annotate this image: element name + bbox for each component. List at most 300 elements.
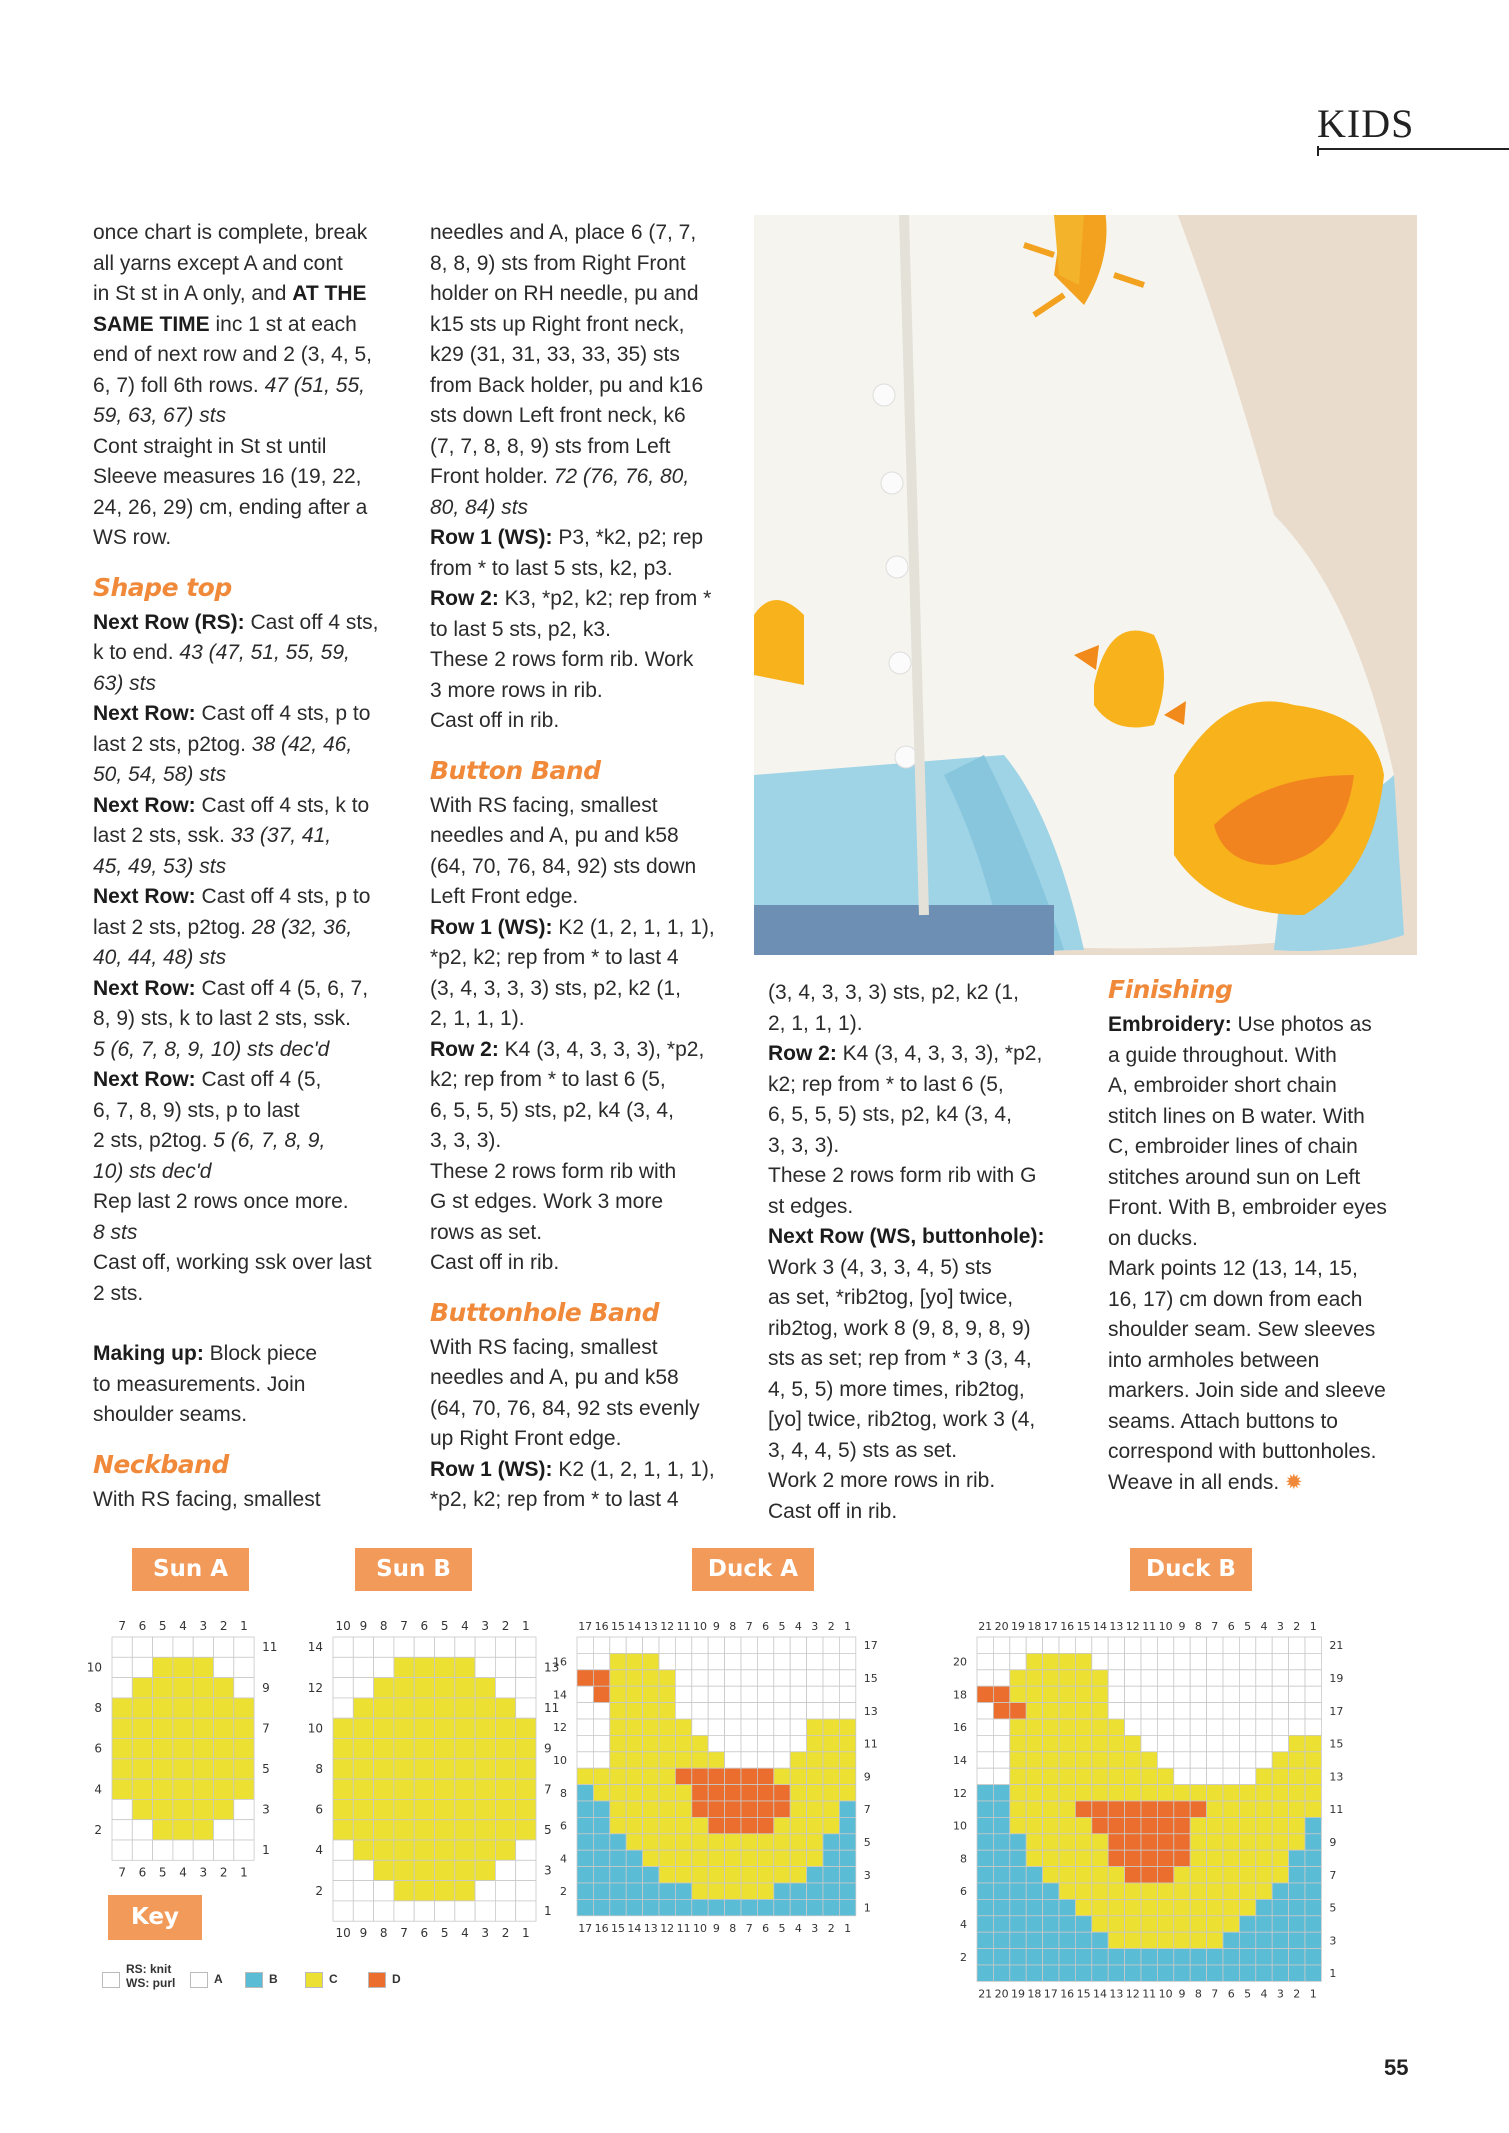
chart-cell — [1305, 1949, 1321, 1965]
column-number: 6 — [762, 1921, 770, 1935]
chart-cell — [708, 1653, 724, 1669]
chart-cell — [414, 1718, 434, 1738]
row-number: 17 — [1329, 1704, 1344, 1718]
chart-cell — [774, 1637, 790, 1653]
chart-cell — [708, 1752, 724, 1768]
chart-cell — [1239, 1637, 1255, 1653]
chart-cell — [626, 1768, 642, 1784]
chart-cell — [1272, 1850, 1288, 1866]
text-span: 3 more rows in rib. — [430, 678, 603, 702]
chart-cell — [495, 1799, 515, 1819]
chart-cell — [593, 1703, 609, 1719]
chart-cell — [741, 1735, 757, 1751]
text-line — [1108, 1224, 1418, 1255]
column-number: 5 — [778, 1921, 786, 1935]
chart-cell — [1059, 1670, 1075, 1686]
section-heading: Shape top — [93, 572, 232, 602]
row-number: 9 — [262, 1680, 270, 1695]
row-number: 18 — [953, 1688, 967, 1702]
chart-cell — [643, 1883, 659, 1899]
chart-cell — [1059, 1867, 1075, 1883]
chart-cell — [1010, 1932, 1026, 1948]
chart-cell — [626, 1752, 642, 1768]
text-line — [1108, 1346, 1418, 1377]
chart-cell — [807, 1768, 823, 1784]
chart-cell — [1256, 1735, 1272, 1751]
chart-cell — [1207, 1719, 1223, 1735]
chart-cell — [1043, 1686, 1059, 1702]
chart-cell — [1272, 1703, 1288, 1719]
chart-cell — [790, 1834, 806, 1850]
text-span: shoulder seams. — [93, 1403, 248, 1426]
text-span: 6, 5, 5, 5) sts, p2, k4 (3, 4, — [768, 1103, 1012, 1126]
chart-cell — [132, 1637, 152, 1657]
column-number: 20 — [994, 1620, 1009, 1633]
chart-cell — [725, 1653, 741, 1669]
chart-cell — [1125, 1850, 1141, 1866]
chart-cell — [839, 1752, 855, 1768]
chart-cell — [1026, 1899, 1042, 1915]
text-line — [1108, 1407, 1418, 1438]
row-number: 5 — [1329, 1901, 1337, 1915]
chart-title-duck-b: Duck B — [1130, 1548, 1252, 1591]
chart-cell — [1239, 1932, 1255, 1948]
bold-term: Row 1 (WS): — [430, 915, 553, 939]
chart-cell — [214, 1678, 234, 1698]
chart-cell — [1075, 1817, 1091, 1833]
chart-cell — [610, 1817, 626, 1833]
chart-cell — [1239, 1850, 1255, 1866]
chart-cell — [1075, 1867, 1091, 1883]
chart-cell — [333, 1820, 353, 1840]
text-span: Cast off 4 sts, p to — [195, 885, 371, 908]
chart-cell — [659, 1735, 675, 1751]
chart-cell — [1059, 1752, 1075, 1768]
chart-cell — [725, 1899, 741, 1915]
row-number: 7 — [863, 1803, 871, 1817]
text-span: Mark points 12 (13, 14, 15, — [1108, 1257, 1358, 1280]
text-line — [768, 1344, 1083, 1375]
chart-cell — [1174, 1883, 1190, 1899]
chart-cell — [807, 1670, 823, 1686]
section-heading: Finishing — [1108, 975, 1233, 1004]
chart-cell — [435, 1637, 455, 1657]
chart-cell — [1108, 1834, 1124, 1850]
chart-cell — [675, 1817, 691, 1833]
text-line — [93, 699, 403, 730]
chart-cell — [153, 1718, 173, 1738]
row-number: 20 — [953, 1655, 967, 1669]
column-number: 9 — [1178, 1620, 1186, 1633]
chart-cell — [626, 1670, 642, 1686]
column-number: 2 — [219, 1865, 228, 1880]
column-number: 6 — [420, 1926, 429, 1941]
text-span: These 2 rows form rib with — [430, 1159, 677, 1183]
chart-cell — [1092, 1949, 1108, 1965]
chart-cell — [132, 1799, 152, 1819]
key-title: Key — [108, 1895, 202, 1940]
chart-cell — [1239, 1916, 1255, 1932]
chart-cell — [757, 1719, 773, 1735]
chart-cell — [593, 1735, 609, 1751]
chart-cell — [1157, 1867, 1173, 1883]
row-number: 2 — [315, 1883, 323, 1898]
chart-cell — [193, 1637, 213, 1657]
chart-cell — [626, 1817, 642, 1833]
chart-cell — [708, 1883, 724, 1899]
chart-cell — [1026, 1703, 1042, 1719]
end-mark-icon: ✹ — [1285, 1470, 1303, 1494]
text-line — [430, 462, 745, 493]
chart-cell — [394, 1799, 414, 1819]
chart-cell — [593, 1686, 609, 1702]
chart-cell — [516, 1779, 536, 1799]
chart-cell — [659, 1834, 675, 1850]
chart-cell — [1207, 1653, 1223, 1669]
text-column-2 — [430, 218, 745, 1516]
row-number: 4 — [560, 1852, 567, 1866]
chart-cell — [353, 1881, 373, 1901]
chart-sun-a — [87, 1619, 278, 1879]
chart-cell — [132, 1779, 152, 1799]
chart-cell — [790, 1703, 806, 1719]
chart-cell — [807, 1834, 823, 1850]
row-number: 10 — [307, 1721, 323, 1736]
column-number: 16 — [594, 1620, 609, 1633]
chart-cell — [626, 1899, 642, 1915]
chart-cell — [839, 1719, 855, 1735]
chart-cell — [1141, 1817, 1157, 1833]
column-number: 7 — [118, 1619, 126, 1633]
chart-cell — [1305, 1768, 1321, 1784]
chart-cell — [1157, 1637, 1173, 1653]
chart-cell — [1092, 1719, 1108, 1735]
column-number: 4 — [1260, 1620, 1268, 1633]
chart-cell — [1059, 1768, 1075, 1784]
chart-cell — [1272, 1932, 1288, 1948]
chart-cell — [1075, 1637, 1091, 1653]
chart-cell — [659, 1785, 675, 1801]
chart-cell — [807, 1653, 823, 1669]
text-span: K4 (3, 4, 3, 3, 3), *p2, — [498, 1037, 705, 1061]
chart-cell — [993, 1817, 1009, 1833]
chart-cell — [1026, 1735, 1042, 1751]
chart-cell — [643, 1867, 659, 1883]
chart-cell — [414, 1657, 434, 1677]
chart-cell — [977, 1703, 993, 1719]
chart-cell — [610, 1899, 626, 1915]
chart-cell — [1174, 1867, 1190, 1883]
sweater-photo — [754, 215, 1417, 955]
row-number: 15 — [1329, 1737, 1344, 1751]
text-line — [430, 554, 745, 585]
chart-cell — [823, 1850, 839, 1866]
column-number: 21 — [978, 1620, 993, 1633]
column-number: 7 — [745, 1620, 753, 1633]
chart-cell — [610, 1719, 626, 1735]
chart-cell — [1190, 1899, 1206, 1915]
chart-cell — [1092, 1867, 1108, 1883]
chart-cell — [1289, 1883, 1305, 1899]
text-span: Front. With B, embroider eyes — [1108, 1196, 1387, 1219]
row-number: 1 — [544, 1904, 552, 1919]
bold-term: Next Row: — [93, 702, 196, 725]
chart-cell — [708, 1670, 724, 1686]
bold-term: Next Row (WS, buttonhole): — [768, 1225, 1045, 1248]
column-number: 17 — [578, 1921, 593, 1935]
chart-cell — [577, 1637, 593, 1653]
text-span: Rep last 2 rows once more. — [93, 1190, 349, 1213]
chart-cell — [495, 1901, 515, 1921]
chart-cell — [839, 1686, 855, 1702]
chart-cell — [1059, 1785, 1075, 1801]
chart-cell — [790, 1817, 806, 1833]
chart-cell — [173, 1840, 193, 1860]
chart-cell — [214, 1739, 234, 1759]
key-label-line: RS: knit — [126, 1962, 172, 1976]
text-span: k2; rep from * to last 6 (5, — [768, 1072, 1004, 1096]
chart-cell — [333, 1901, 353, 1921]
chart-cell — [193, 1718, 213, 1738]
text-span: 28 (32, 36, — [251, 915, 353, 939]
text-line — [430, 676, 745, 707]
chart-cell — [1305, 1883, 1321, 1899]
column-number: 6 — [762, 1620, 770, 1633]
chart-cell — [1289, 1703, 1305, 1719]
chart-cell — [1125, 1801, 1141, 1817]
row-number: 11 — [262, 1640, 278, 1655]
text-span: 8, 8, 9) sts from Right Front — [430, 251, 686, 275]
chart-cell — [610, 1686, 626, 1702]
chart-cell — [708, 1899, 724, 1915]
chart-cell — [1010, 1703, 1026, 1719]
column-number: 7 — [400, 1619, 408, 1633]
text-line — [768, 1070, 1083, 1101]
text-line — [430, 1035, 745, 1066]
text-line — [430, 706, 745, 737]
text-line — [93, 462, 403, 493]
bold-term: Row 2: — [768, 1042, 837, 1065]
text-line — [430, 249, 745, 280]
chart-cell — [1223, 1916, 1239, 1932]
text-span: Work 2 more rows in rib. — [768, 1469, 996, 1492]
chart-cell — [1125, 1949, 1141, 1965]
chart-cell — [1010, 1719, 1026, 1735]
text-line — [93, 279, 403, 310]
chart-cell — [1010, 1817, 1026, 1833]
chart-cell — [1108, 1637, 1124, 1653]
chart-cell — [1223, 1932, 1239, 1948]
key-swatch — [102, 1972, 120, 1988]
row-number: 19 — [1329, 1672, 1344, 1685]
chart-cell — [708, 1637, 724, 1653]
column-number: 16 — [1060, 1620, 1075, 1633]
chart-cell — [516, 1799, 536, 1819]
chart-cell — [790, 1785, 806, 1801]
chart-cell — [675, 1752, 691, 1768]
text-span: last 2 sts, ssk. — [93, 824, 231, 847]
chart-cell — [1207, 1735, 1223, 1751]
chart-cell — [1157, 1801, 1173, 1817]
chart-cell — [993, 1899, 1009, 1915]
chart-cell — [394, 1840, 414, 1860]
chart-cell — [1190, 1719, 1206, 1735]
chart-cell — [823, 1817, 839, 1833]
chart-cell — [234, 1637, 254, 1657]
chart-cell — [977, 1801, 993, 1817]
chart-cell — [977, 1899, 993, 1915]
chart-cell — [394, 1779, 414, 1799]
chart-cell — [626, 1867, 642, 1883]
chart-cell — [394, 1657, 414, 1677]
chart-cell — [1108, 1817, 1124, 1833]
chart-cell — [1239, 1883, 1255, 1899]
chart-cell — [1043, 1883, 1059, 1899]
text-span: rib2tog, work 8 (9, 8, 9, 8, 9) — [768, 1316, 1031, 1340]
column-number: 9 — [359, 1926, 368, 1941]
chart-cell — [193, 1678, 213, 1698]
chart-cell — [455, 1759, 475, 1779]
text-span: Cast off, working ssk over last — [93, 1251, 372, 1274]
chart-cell — [374, 1840, 394, 1860]
chart-cell — [475, 1759, 495, 1779]
chart-duck-a — [553, 1620, 878, 1935]
chart-cell — [173, 1799, 193, 1819]
chart-cell — [455, 1657, 475, 1677]
chart-cell — [708, 1867, 724, 1883]
chart-cell — [1075, 1735, 1091, 1751]
column-number: 2 — [827, 1921, 835, 1935]
chart-cell — [234, 1840, 254, 1860]
chart-cell — [1125, 1735, 1141, 1751]
chart-cell — [495, 1881, 515, 1901]
chart-cell — [1092, 1785, 1108, 1801]
chart-cell — [1125, 1932, 1141, 1948]
chart-cell — [435, 1901, 455, 1921]
chart-cell — [1043, 1768, 1059, 1784]
column-number: 10 — [335, 1619, 351, 1633]
chart-cell — [1157, 1932, 1173, 1948]
chart-cell — [193, 1759, 213, 1779]
chart-cell — [414, 1881, 434, 1901]
column-number: 2 — [501, 1926, 510, 1941]
text-span: k to end. — [93, 641, 180, 664]
chart-cell — [659, 1883, 675, 1899]
chart-cell — [610, 1735, 626, 1751]
chart-cell — [839, 1637, 855, 1653]
chart-cell — [1174, 1768, 1190, 1784]
text-span: from * to last 5 sts, k2, p3. — [430, 556, 673, 580]
chart-cell — [807, 1703, 823, 1719]
chart-cell — [774, 1719, 790, 1735]
text-span: sts as set; rep from * 3 (3, 4, — [768, 1347, 1032, 1370]
chart-cell — [1026, 1883, 1042, 1899]
chart-cell — [1026, 1867, 1042, 1883]
chart-cell — [823, 1785, 839, 1801]
key-label — [126, 1962, 175, 1990]
chart-cell — [1010, 1949, 1026, 1965]
chart-cell — [1239, 1735, 1255, 1751]
chart-cell — [234, 1678, 254, 1698]
chart-cell — [112, 1739, 132, 1759]
chart-cell — [823, 1719, 839, 1735]
row-number: 6 — [960, 1885, 967, 1899]
chart-cell — [1207, 1686, 1223, 1702]
chart-cell — [593, 1768, 609, 1784]
column-number: 11 — [676, 1921, 691, 1935]
text-span: 45, 49, 53) sts — [93, 854, 227, 878]
chart-cell — [659, 1719, 675, 1735]
chart-cell — [1125, 1899, 1141, 1915]
chart-cell — [675, 1867, 691, 1883]
chart-cell — [1125, 1703, 1141, 1719]
chart-cell — [1289, 1932, 1305, 1948]
chart-sun-b — [308, 1619, 560, 1940]
text-span: 43 (47, 51, 55, 59, — [179, 641, 350, 664]
text-span: 4, 5, 5) more times, rib2tog, — [768, 1377, 1025, 1401]
chart-cell — [1043, 1735, 1059, 1751]
chart-cell — [993, 1785, 1009, 1801]
text-span: Cast off in rib. — [430, 709, 560, 732]
column-number: 11 — [1142, 1987, 1157, 2001]
text-span: k2; rep from * to last 6 (5, — [430, 1068, 666, 1091]
text-span: K2 (1, 2, 1, 1, 1), — [552, 1457, 715, 1481]
text-span: a guide throughout. With — [1108, 1043, 1337, 1067]
chart-cell — [774, 1883, 790, 1899]
chart-cell — [741, 1899, 757, 1915]
chart-cell — [435, 1860, 455, 1880]
chart-cell — [495, 1698, 515, 1718]
row-number: 2 — [560, 1885, 567, 1899]
chart-cell — [757, 1817, 773, 1833]
chart-cell — [1239, 1817, 1255, 1833]
text-line — [93, 523, 403, 554]
chart-cell — [1026, 1949, 1042, 1965]
chart-cell — [495, 1637, 515, 1657]
chart-cell — [757, 1752, 773, 1768]
chart-cell — [1289, 1719, 1305, 1735]
column-number: 3 — [1276, 1987, 1284, 2001]
column-number: 12 — [660, 1921, 675, 1935]
column-number: 16 — [594, 1921, 609, 1935]
chart-cell — [1305, 1932, 1321, 1948]
chart-cell — [593, 1899, 609, 1915]
chart-cell — [414, 1779, 434, 1799]
chart-cell — [643, 1637, 659, 1653]
chart-cell — [643, 1768, 659, 1784]
chart-cell — [1305, 1817, 1321, 1833]
chart-cell — [1125, 1686, 1141, 1702]
column-number: 13 — [1109, 1620, 1124, 1633]
chart-cell — [643, 1752, 659, 1768]
chart-cell — [643, 1834, 659, 1850]
text-span: 6, 7) foll 6th rows. — [93, 373, 265, 397]
column-number: 6 — [420, 1619, 429, 1633]
chart-cell — [1239, 1785, 1255, 1801]
chart-cell — [1125, 1637, 1141, 1653]
text-line — [1108, 1041, 1418, 1072]
chart-cell — [692, 1817, 708, 1833]
chart-cell — [1092, 1653, 1108, 1669]
chart-cell — [353, 1799, 373, 1819]
chart-cell — [1125, 1785, 1141, 1801]
column-number: 3 — [481, 1926, 490, 1941]
chart-cell — [1043, 1916, 1059, 1932]
chart-cell — [610, 1703, 626, 1719]
chart-cell — [708, 1719, 724, 1735]
chart-cell — [725, 1686, 741, 1702]
chart-cell — [1174, 1703, 1190, 1719]
